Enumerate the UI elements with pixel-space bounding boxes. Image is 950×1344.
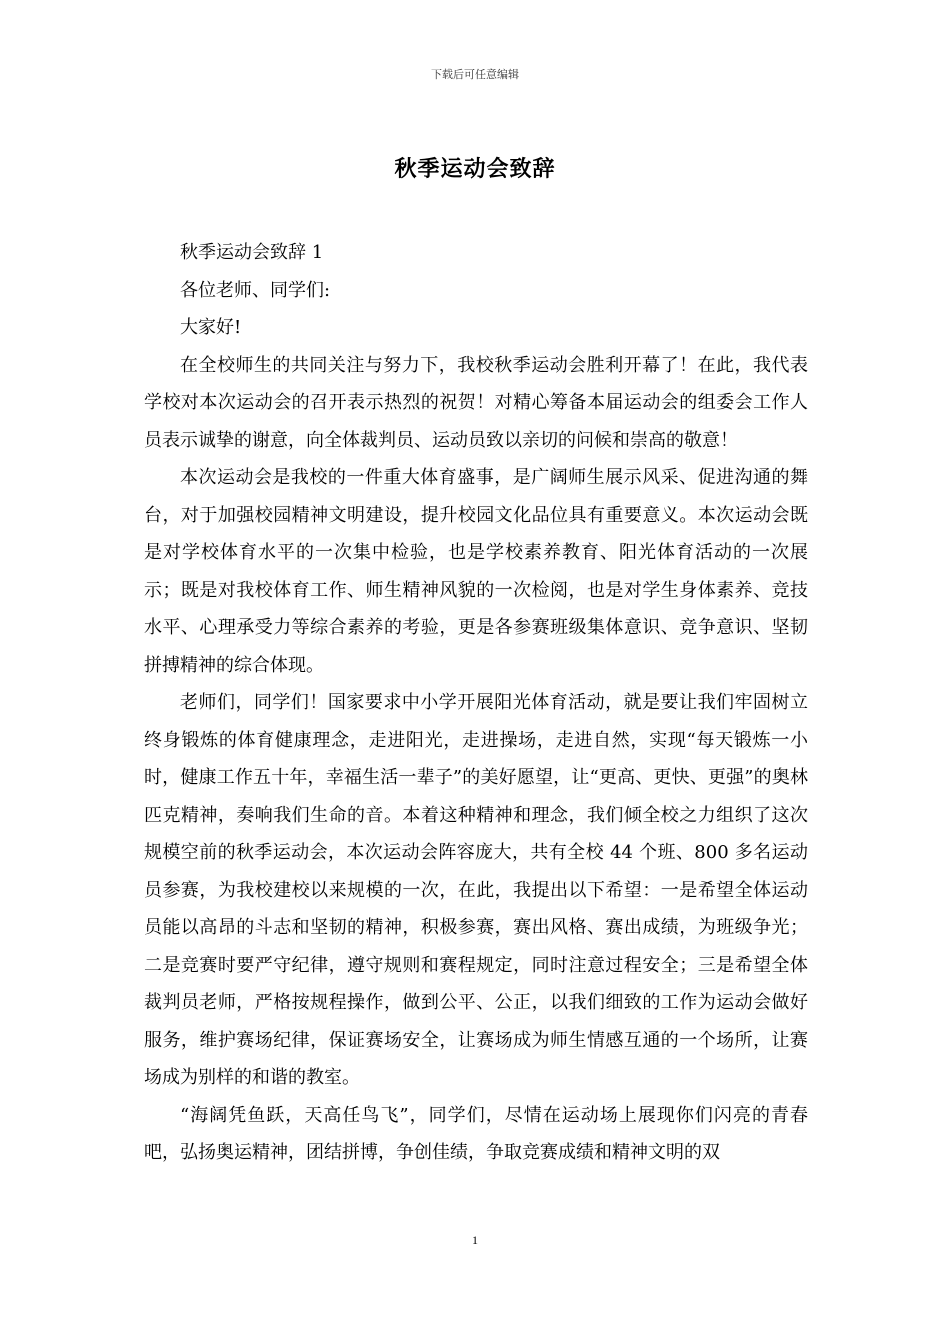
document-body xyxy=(144,234,808,1172)
page-number: 1 xyxy=(472,1233,478,1247)
paragraph: 本次运动会是我校的一件重大体育盛事，是广阔师生展示风采、促进沟通的舞台，对于加强校园精神文明建设，提升校园文化品位具有重要意义。本次运动会既是对学校体育水平的一次集中检验，也是学校素养教育、阳光体育活动的一次展示；既是对我校体育工作、师生精神风貌的一次检阅，也是对学生身体素养、竞技水平、心理承受力等综合素养的考验，更是各参赛班级集体意识、竞争意识、坚韧拼搏精神的综合体现。 xyxy=(144,467,808,676)
greeting: 大家好! xyxy=(180,317,242,338)
paragraph: “海阔凭鱼跃，天高任鸟飞”，同学们，尽情在运动场上展现你们闪亮的青春吧，弘扬奥运精神，团结拼博，争创佳绩，争取竞赛成绩和精神文明的双 xyxy=(144,1104,808,1163)
salutation: 各位老师、同学们: xyxy=(180,279,331,301)
paragraph: 老师们，同学们！国家要求中小学开展阳光体育活动，就是要让我们牢固树立终身锻炼的体育健康理念，走进阳光，走进操场，走进自然，实现“每天锻炼一小时，健康工作五十年，幸福生活一辈子”的美好愿望，让“更高、更快、更强”的奥林匹克精神，奏响我们生命的音。本着这种精神和理念，我们倾全校之力组织了这次规模空前的秋季运动会，本次运动会阵容庞大，共有全校 44 个班、800 多名运动员参赛，为我校建校以来规模的一次，在此，我提出以下希望：一是希望全体运动员能以高昂的斗志和坚韧的精神，积极参赛，赛出风格、赛出成绩，为班级争光；二是竞赛时要严守纪律，遵守规则和赛程规定，同时注意过程安全；三是希望全体裁判员老师，严格按规程操作，做到公平、公正，以我们细致的工作为运动会做好服务，维护赛场纪律，保证赛场安全，让赛场成为师生情感互通的一个场所，让赛场成为别样的和谐的教室。 xyxy=(144,692,808,1088)
paragraph: 在全校师生的共同关注与努力下，我校秋季运动会胜利开幕了！在此，我代表学校对本次运动会的召开表示热烈的祝贺！对精心筹备本届运动会的组委会工作人员表示诚挚的谢意，向全体裁判员、运动员致以亲切的问候和崇高的敬意！ xyxy=(144,354,808,451)
document-title: 秋季运动会致辞 xyxy=(394,156,556,182)
header-note: 下载后可任意编辑 xyxy=(431,68,519,81)
section-subtitle: 秋季运动会致辞 1 xyxy=(180,242,324,263)
